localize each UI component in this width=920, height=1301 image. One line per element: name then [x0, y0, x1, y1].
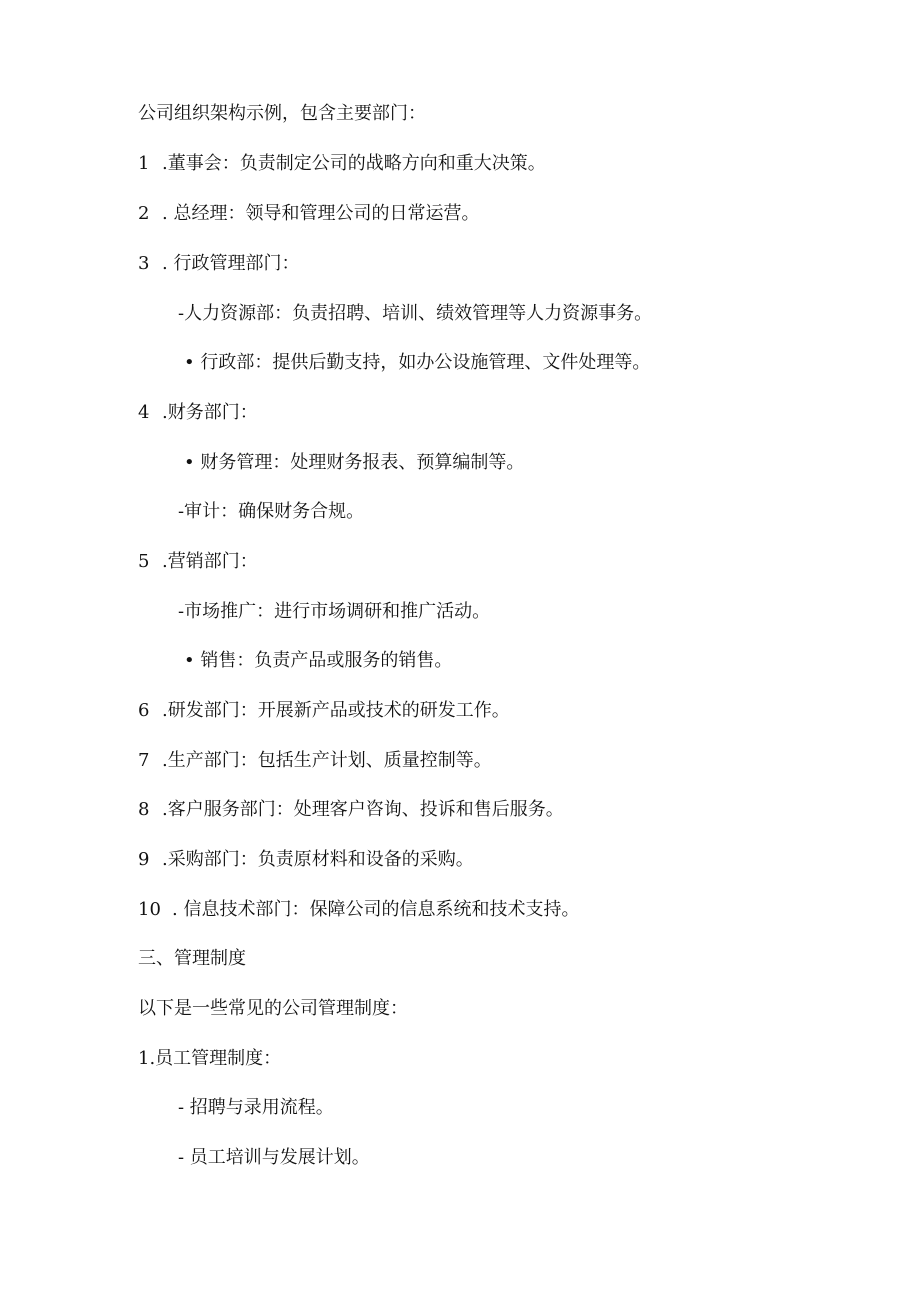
item-number: 3 — [138, 253, 150, 274]
item-text: . 行政管理部门： — [162, 253, 300, 274]
item-number: 7 — [138, 750, 150, 771]
sub-item: • 销售：负责产品或服务的销售。 — [184, 650, 453, 671]
list-item — [138, 202, 479, 226]
policy-item: - 招聘与录用流程。 — [178, 1097, 334, 1118]
sub-item: • 行政部：提供后勤支持，如办公设施管理、文件处理等。 — [184, 352, 651, 373]
sub-item: -审计：确保财务合规。 — [178, 501, 365, 522]
item-number: 8 — [138, 799, 150, 820]
item-number: 9 — [138, 849, 150, 870]
item-text: .采购部门：负责原材料和设备的采购。 — [162, 849, 474, 870]
item-text: .生产部门：包括生产计划、质量控制等。 — [162, 750, 492, 771]
list-item — [138, 699, 510, 723]
item-number: 4 — [138, 402, 150, 423]
item-text: .客户服务部门：处理客户咨询、投诉和售后服务。 — [162, 799, 564, 820]
item-text: .董事会：负责制定公司的战略方向和重大决策。 — [162, 153, 546, 174]
list-item — [138, 749, 492, 773]
list-item — [138, 898, 579, 922]
policy-item: - 员工培训与发展计划。 — [178, 1147, 370, 1168]
sub-item: -市场推广：进行市场调研和推广活动。 — [178, 601, 491, 622]
item-number: 2 — [138, 203, 150, 224]
list-item — [138, 848, 474, 872]
policy-title: 1.员工管理制度： — [138, 1048, 282, 1069]
sub-item: • 财务管理：处理财务报表、预算编制等。 — [184, 452, 525, 473]
list-item — [138, 152, 546, 176]
item-text: . 信息技术部门：保障公司的信息系统和技术支持。 — [172, 899, 580, 920]
list-item — [138, 252, 299, 276]
list-item — [138, 798, 564, 822]
item-number: 5 — [138, 551, 150, 572]
item-number: 6 — [138, 700, 150, 721]
section-intro: 以下是一些常见的公司管理制度： — [138, 998, 408, 1019]
item-text: .研发部门：开展新产品或技术的研发工作。 — [162, 700, 510, 721]
item-text: .营销部门： — [162, 551, 258, 572]
item-text: .财务部门： — [162, 402, 258, 423]
list-item — [138, 550, 258, 574]
list-item — [138, 401, 258, 425]
item-number: 10 — [138, 899, 161, 920]
section-heading: 三、管理制度 — [138, 948, 246, 969]
item-number: 1 — [138, 153, 150, 174]
item-text: . 总经理：领导和管理公司的日常运营。 — [162, 203, 480, 224]
sub-item: -人力资源部：负责招聘、培训、绩效管理等人力资源事务。 — [178, 303, 653, 324]
intro-text: 公司组织架构示例，包含主要部门： — [138, 103, 426, 124]
